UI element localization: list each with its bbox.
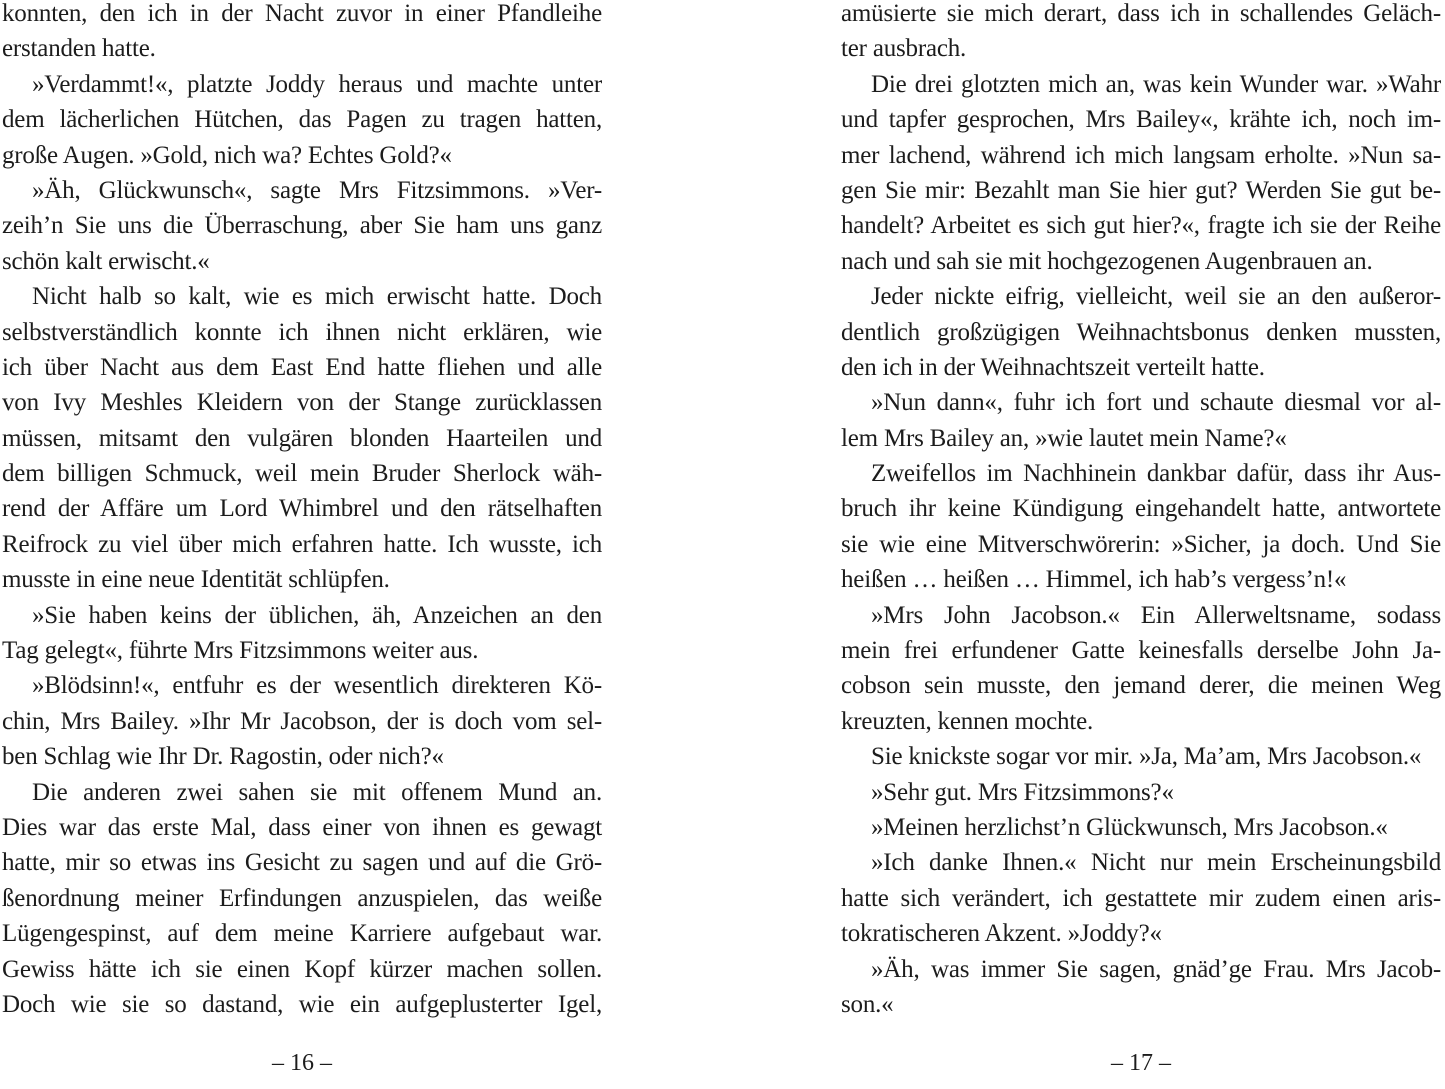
text-line: dem billigen Schmuck, weil mein Bruder Sherlock wäh- [2, 460, 602, 488]
text-line: Die anderen zwei sahen sie mit offenem Mund an. [32, 778, 602, 806]
text-line: amüsierte sie mich derart, dass ich in schallendes Geläch- [841, 0, 1441, 27]
text-line: »Verdammt!«, platzte Joddy heraus und machte unter [32, 70, 602, 98]
text-line: Gewiss hätte ich sie einen Kopf kürzer machen sollen. [2, 955, 602, 983]
text-line: son.« [841, 990, 894, 1018]
text-line: cobson sein musste, den jemand derer, die meinen Weg [841, 672, 1441, 700]
text-line: kreuzten, kennen mochte. [841, 707, 1094, 735]
text-line: »Meinen herzlichst’n Glückwunsch, Mrs Jacobson.« [871, 813, 1388, 841]
text-line: mer lachend, während ich mich langsam erholte. »Nun sa- [841, 141, 1441, 169]
text-line: nach und sah sie mit hochgezogenen Augenbrauen an. [841, 247, 1373, 275]
text-line: müssen, mitsamt den vulgären blonden Haarteilen und [2, 424, 602, 452]
text-line: »Blödsinn!«, entfuhr es der wesentlich direkteren Kö- [32, 672, 602, 700]
text-line: zeih’n Sie uns die Überraschung, aber Sie ham uns ganz [2, 212, 602, 240]
book-page-left [2, 0, 602, 1089]
text-line: »Sie haben keins der üblichen, äh, Anzeichen an den [32, 601, 602, 629]
text-line: ich über Nacht aus dem East End hatte fliehen und alle [2, 353, 602, 381]
text-line: konnten, den ich in der Nacht zuvor in einer Pfandleihe [2, 0, 602, 27]
text-line: lem Mrs Bailey an, »wie lautet mein Name?« [841, 424, 1287, 452]
text-line: und tapfer gesprochen, Mrs Bailey«, krähte ich, noch im- [841, 106, 1441, 134]
text-line: Die drei glotzten mich an, was kein Wunder war. »Wahr [871, 70, 1441, 98]
text-line: Reifrock zu viel über mich erfahren hatte. Ich wusste, ich [2, 530, 602, 558]
text-line: mein frei erfundener Gatte keinesfalls derselbe John Ja- [841, 637, 1441, 665]
page-number-right: – 17 – [1111, 1050, 1171, 1077]
text-line: erstanden hatte. [2, 35, 156, 63]
page-number-left: – 16 – [272, 1050, 332, 1077]
text-line: Lügengespinst, auf dem meine Karriere aufgebaut war. [2, 920, 602, 948]
text-line: »Sehr gut. Mrs Fitzsimmons?« [871, 778, 1174, 806]
text-line: Tag gelegt«, führte Mrs Fitzsimmons weiter aus. [2, 637, 479, 665]
text-line: »Nun dann«, fuhr ich fort und schaute diesmal vor al- [871, 389, 1441, 417]
text-line: Sie knickste sogar vor mir. »Ja, Ma’am, Mrs Jacobson.« [871, 743, 1422, 771]
text-line: hatte sich verändert, ich gestattete mir zudem einen aris- [841, 884, 1441, 912]
text-line: große Augen. »Gold, nich wa? Echtes Gold?« [2, 141, 452, 169]
text-line: handelt? Arbeitet es sich gut hier?«, fragte ich sie der Reihe [841, 212, 1441, 240]
text-line: ßenordnung meiner Erfindungen anzuspielen, das weiße [2, 884, 602, 912]
text-line: »Äh, was immer Sie sagen, gnäd’ge Frau. Mrs Jacob- [871, 955, 1441, 983]
text-line: Zweifellos im Nachhinein dankbar dafür, dass ihr Aus- [871, 460, 1441, 488]
page-right-text-column [841, 0, 1441, 1022]
text-line: gen Sie mir: Bezahlt man Sie hier gut? Werden Sie gut be- [841, 176, 1441, 204]
text-line: hatte, mir so etwas ins Gesicht zu sagen und auf die Grö- [2, 849, 602, 877]
text-line: tokratischeren Akzent. »Joddy?« [841, 920, 1162, 948]
text-line: heißen … heißen … Himmel, ich hab’s vergess’n!« [841, 566, 1347, 594]
text-line: Dies war das erste Mal, dass einer von ihnen es gewagt [2, 813, 602, 841]
page-left-text-column [2, 0, 602, 1022]
text-line: den ich in der Weihnachtszeit verteilt hatte. [841, 353, 1265, 381]
text-line: von Ivy Meshles Kleidern von der Stange zurücklassen [2, 389, 602, 417]
text-line: selbstverständlich konnte ich ihnen nicht erklären, wie [2, 318, 602, 346]
book-page-right [841, 0, 1441, 1089]
text-line: »Ich danke Ihnen.« Nicht nur mein Erscheinungsbild [871, 849, 1441, 877]
text-line: »Äh, Glückwunsch«, sagte Mrs Fitzsimmons. »Ver- [32, 176, 602, 204]
text-line: musste in eine neue Identität schlüpfen. [2, 566, 390, 594]
text-line: chin, Mrs Bailey. »Ihr Mr Jacobson, der is doch vom sel- [2, 707, 602, 735]
text-line: ter ausbrach. [841, 35, 967, 63]
text-line: dem lächerlichen Hütchen, das Pagen zu tragen hatten, [2, 106, 602, 134]
text-line: Nicht halb so kalt, wie es mich erwischt hatte. Doch [32, 283, 602, 311]
text-line: dentlich großzügigen Weihnachtsbonus denken mussten, [841, 318, 1441, 346]
text-line: ben Schlag wie Ihr Dr. Ragostin, oder nich?« [2, 743, 444, 771]
text-line: bruch ihr keine Kündigung eingehandelt hatte, antwortete [841, 495, 1441, 523]
text-line: sie wie eine Mitverschwörerin: »Sicher, ja doch. Und Sie [841, 530, 1441, 558]
text-line: »Mrs John Jacobson.« Ein Allerweltsname, sodass [871, 601, 1441, 629]
text-line: schön kalt erwischt.« [2, 247, 210, 275]
text-line: Doch wie sie so dastand, wie ein aufgeplusterter Igel, [2, 990, 602, 1018]
text-line: Jeder nickte eifrig, vielleicht, weil sie an den außeror- [871, 283, 1441, 311]
text-line: rend der Affäre um Lord Whimbrel und den rätselhaften [2, 495, 602, 523]
